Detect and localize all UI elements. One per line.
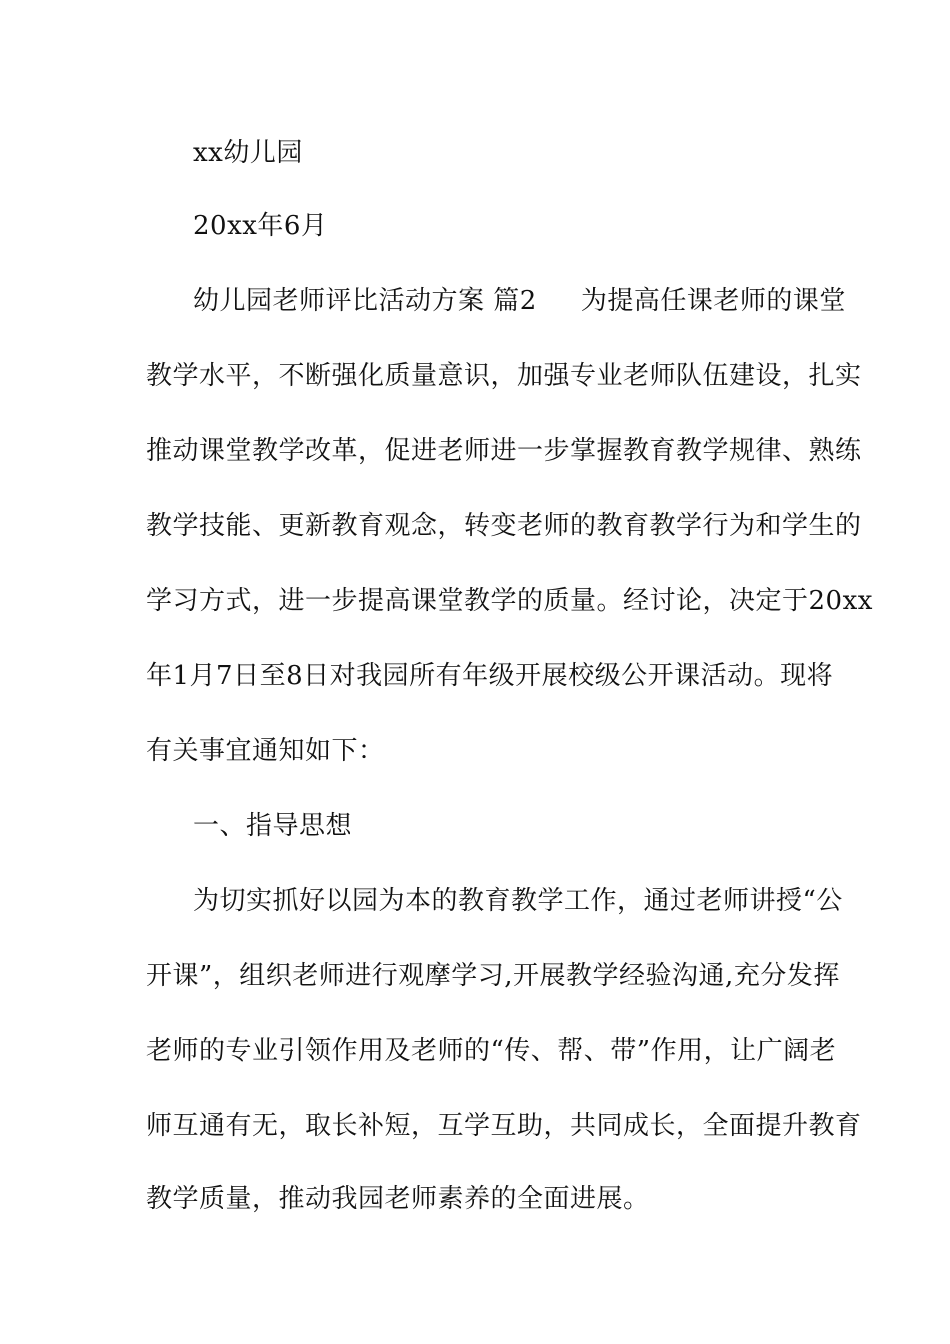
intro-line-2: 推动课堂教学改革，促进老师进一步掌握教育教学规律、熟练 — [146, 436, 862, 466]
guiding-line-2: 老师的专业引领作用及老师的“传、帮、带”作用，让广阔老 — [146, 1036, 837, 1066]
intro-line-6: 有关事宜通知如下： — [146, 736, 385, 766]
kindergarten-name: xx幼儿园 — [193, 138, 303, 168]
guiding-line-0: 为切实抓好以园为本的教育教学工作，通过老师讲授“公 — [193, 886, 843, 916]
intro-line-5: 年1月7日至8日对我园所有年级开展校级公开课活动。现将 — [146, 661, 834, 691]
intro-line-4: 学习方式，进一步提高课堂教学的质量。经讨论，决定于20xx — [146, 586, 873, 616]
document-date: 20xx年6月 — [193, 211, 328, 241]
guiding-line-1: 开课”，组织老师进行观摩学习,开展教学经验沟通,充分发挥 — [146, 961, 840, 991]
intro-line-3: 教学技能、更新教育观念，转变老师的教育教学行为和学生的 — [146, 511, 862, 541]
guiding-line-4: 教学质量，推动我园老师素养的全面进展。 — [146, 1184, 650, 1214]
section-title: 幼儿园老师评比活动方案 篇2 — [193, 286, 537, 316]
guiding-line-3: 师互通有无，取长补短，互学互助，共同成长，全面提升教育 — [146, 1111, 862, 1141]
intro-line-1: 教学水平，不断强化质量意识，加强专业老师队伍建设，扎实 — [146, 361, 862, 391]
heading-guiding-thought: 一、指导思想 — [193, 811, 353, 841]
intro-line-0: 为提高任课老师的课堂 — [580, 286, 846, 316]
section-title-line — [193, 286, 846, 316]
